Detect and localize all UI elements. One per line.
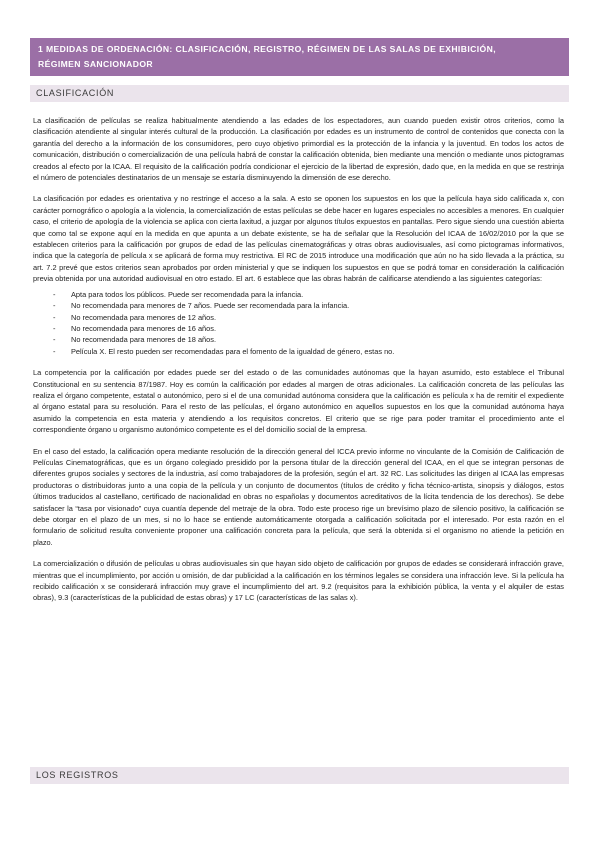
list-item-text: No recomendada para menores de 12 años. <box>71 312 217 322</box>
category-list <box>33 289 564 357</box>
paragraph: La competencia por la calificación por edades puede ser del estado o de las comunidades autónomas que la hayan asumido, esto establece el Tribunal Constitucional en su sentencia 87/1987. Hoy es común la calificación por edades al margen de otras adicionales. La calificación concreta de las películas las realiza el órgano competente, estatal o autonómico, pero si el de una comunidad autónoma considera que la calificación es película x ha de remitir el expediente al órgano estatal para su resolución. Para el resto de las películas, el órgano autonómico en aquellos supuestos en los que la comunidad autónoma haya asumido la competencia en esta materia y atendiendo a los requisitos concretos. El criterio que se rige para poder tramitar el procedimiento ante el correspondiente órgano u organismo autonómico competente es el del domicilio social de la empresa. <box>33 368 564 435</box>
list-item <box>33 334 564 345</box>
document-body <box>33 115 564 614</box>
list-item-text: No recomendada para menores de 18 años. <box>71 335 217 345</box>
paragraph: La clasificación por edades es orientativa y no restringe el acceso a la sala. A esto se oponen los supuestos en los que la película haya sido calificada x, con carácter pornográfico o apología a la violencia, la comercialización de estas películas se debe hacer en lugares especiales no accesibles a menores. En cualquier caso, el criterio de apología de la violencia se aplica con cierta laxitud, a juzgar por algunos títulos expuestos en pantallas. Pero sigue siendo una cuestión abierta que como tal se expone aquí en la medida en que apunta a un debate existente, se ha de señalar que la Resolución del ICAA de 16/02/2010 por la que se establecen criterios para la calificación por grupos de edad de las películas cinematográficas y otras obras audiovisuales, así como pictogramas informativos, indica que la categoría de película x se aplicará de forma muy restrictiva. El RC de 2015 introduce una modificación que aún no ha sido llevada a la práctica, su art. 7.2 prevé que estos criterios sean aprobados por orden ministerial y que se indiquen los supuestos en que se podrá tomar en consideración la calificación previa obtenida por una autoridad audiovisual en otro estado. El art. 6 establece que las obras habrán de calificarse atendiendo a las siguientes categorías: <box>33 194 564 284</box>
chapter-heading-line-2: RÉGIMEN SANCIONADOR <box>38 59 154 69</box>
list-item-text: Apta para todos los públicos. Puede ser recomendada para la infancia. <box>71 289 304 299</box>
list-dash: - <box>53 301 56 311</box>
list-dash: - <box>53 312 56 322</box>
paragraph: En el caso del estado, la calificación opera mediante resolución de la dirección general del ICCA previo informe no vinculante de la Comisión de Calificación de Películas Cinematográficas, que es un órgano colegiado presidido por la persona titular de la dirección general del ICAA, en el que se integran personas de diferentes grupos sociales y sectores de la industria, así como trabajadores de la profesión, según el art. 32 RC. Las solicitudes las dirigen al ICAA las empresas productoras o distribuidoras junto a una copia de la película y un conjunto de documentos (títulos de crédito y ficha técnico-artista, sinopsis y diálogos, estos últimos traducidos al castellano, certificado de nacionalidad en obras no españolas y documentos acreditativos de la lícita tendencia de los derechos). Se debe satisfacer la “tasa por visionado” cuya cuantía depende del metraje de la obra. Todo este proceso rige un brevísimo plazo de silencio positivo, la calificación se debe otorgar en el plazo de un mes, si no lo hace se entiende automáticamente otorgada a calificación solicitada por el interesado. Por esta razón en el formulario de solicitud resulta conveniente proponer una calificación concreta para la película, que será la obtenida si el organismo no atiende la petición en plazo. <box>33 446 564 547</box>
chapter-heading-line-1: 1 MEDIDAS DE ORDENACIÓN: CLASIFICACIÓN, REGISTRO, RÉGIMEN DE LAS SALAS DE EXHIBICIÓN, <box>38 44 496 54</box>
section-heading-registros: LOS REGISTROS <box>30 767 569 784</box>
list-item <box>33 289 564 300</box>
list-dash: - <box>53 335 56 345</box>
paragraph: La comercialización o difusión de películas u obras audiovisuales sin que hayan sido objeto de calificación por grupos de edades se considerará infracción grave, mientras que el incumplimiento, por acción u omisión, de dar publicidad a la calificación en los términos legales se considera una infracción leve. Si la película ha recibido calificación x se considerará infracción muy grave el incumplimiento del art. 9.2 (requisitos para la exhibición pública, la venta y el alquiler de estas obras), 9.3 (características de la publicidad de estas obras) y 17 LC (características de las salas x). <box>33 559 564 603</box>
list-item-text: No recomendada para menores de 7 años. Puede ser recomendada para la infancia. <box>71 301 350 311</box>
list-item-text: No recomendada para menores de 16 años. <box>71 323 217 333</box>
list-item <box>33 323 564 334</box>
list-dash: - <box>53 289 56 299</box>
list-item <box>33 312 564 323</box>
section-heading-clasificacion: CLASIFICACIÓN <box>30 85 569 102</box>
list-item <box>33 346 564 357</box>
list-dash: - <box>53 323 56 333</box>
list-dash: - <box>53 346 56 356</box>
chapter-heading <box>30 38 569 76</box>
list-item <box>33 300 564 311</box>
list-item-text: Película X. El resto pueden ser recomendadas para el fomento de la igualdad de género, estas no. <box>71 346 395 356</box>
paragraph: La clasificación de películas se realiza habitualmente atendiendo a las edades de los espectadores, aun cuando pueden existir otros criterios, como la clasificación atendiente al singular interés cultural de la producción. La clasificación por edades es un instrumento de control de contenidos que conecta con la garantía del derecho a la información de los consumidores, pero cuyo objetivo primordial es la protección de la infancia y la juventud. En todos los actos de comunicación, distribución o comercialización de una película habrá de constar la calificación obtenida, bien mediante una mención o mediante unos pictogramas creados al efecto por la ICAA. El requisito de la calificación podría condicionar el ejercicio de la libertad de expresión, dado que, en la medida en que se restrinja el número de potenciales destinatarios de un mensaje se estaría disminuyendo la dimensión de ese derecho. <box>33 116 564 183</box>
